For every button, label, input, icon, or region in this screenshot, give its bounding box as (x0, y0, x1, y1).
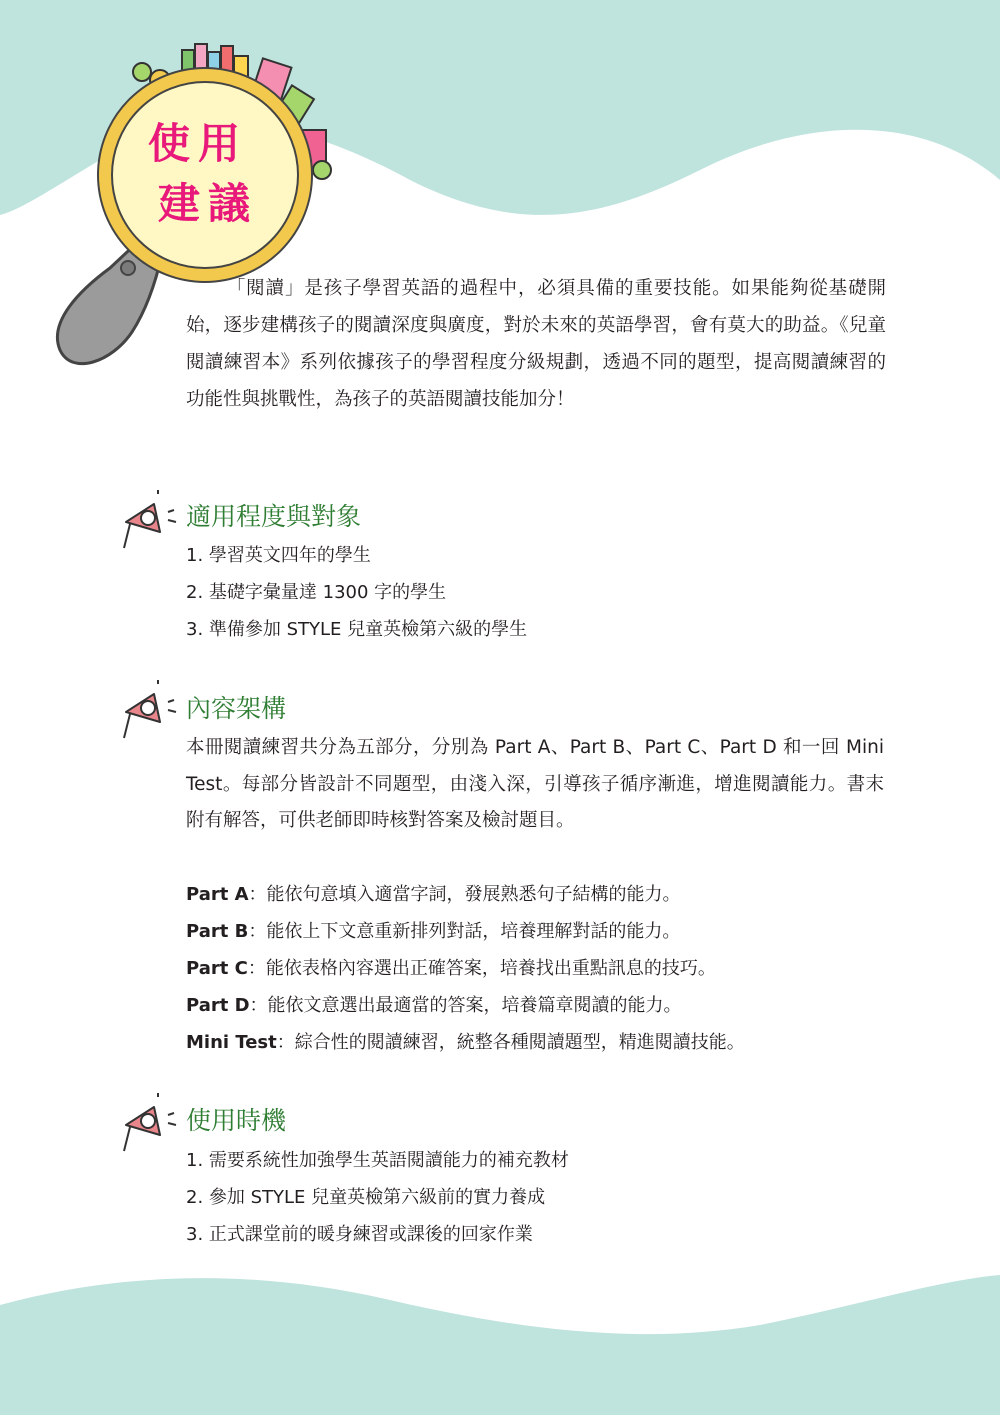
parts-list (186, 876, 745, 1061)
timing-list (186, 1142, 569, 1253)
list-item (186, 876, 745, 913)
list-item (186, 987, 745, 1024)
section-title-structure: 內容架構 (186, 694, 287, 723)
section-title-audience: 適用程度與對象 (186, 502, 362, 531)
list-item (186, 1024, 745, 1061)
list-item: 3. 正式課堂前的暖身練習或課後的回家作業 (186, 1224, 533, 1245)
part-name: Part C (186, 958, 248, 979)
list-item: 2. 參加 STYLE 兒童英檢第六級前的實力養成 (186, 1187, 546, 1208)
megaphone-icon (118, 1085, 188, 1155)
list-item (186, 950, 745, 987)
part-desc: ：能依表格內容選出正確答案，培養找出重點訊息的技巧。 (247, 958, 716, 979)
part-name: Part A (186, 884, 249, 905)
logo-title-line1: 使用 (148, 119, 249, 168)
audience-list (186, 537, 527, 648)
part-name: Part B (186, 921, 249, 942)
logo-title-line2: 建議 (158, 179, 259, 228)
list-item: 2. 基礎字彙量達 1300 字的學生 (186, 582, 447, 603)
part-desc: ：能依句意填入適當字詞，發展熟悉句子結構的能力。 (248, 884, 681, 905)
bottom-wave (0, 1275, 1000, 1415)
part-desc: ：能依文意選出最適當的答案，培養篇章閱讀的能力。 (249, 995, 682, 1016)
part-name: Part D (186, 995, 250, 1016)
part-desc: ：綜合性的閱讀練習，統整各種閱讀題型，精進閱讀技能。 (276, 1032, 745, 1053)
list-item: 3. 準備參加 STYLE 兒童英檢第六級的學生 (186, 619, 528, 640)
megaphone-icon (118, 482, 188, 552)
part-desc: ：能依上下文意重新排列對話，培養理解對話的能力。 (248, 921, 681, 942)
megaphone-icon (118, 672, 188, 742)
structure-paragraph: 本冊閱讀練習共分為五部分，分別為 Part A、Part B、Part C、Part D 和一回 Mini Test。每部分皆設計不同題型，由淺入深，引導孩子循序漸進，增進閱讀能力。書末附有解答，可供老師即時核對答案及檢討題目。 (186, 737, 884, 831)
intro-paragraph: 「閱讀」是孩子學習英語的過程中，必須具備的重要技能。如果能夠從基礎開始，逐步建構孩子的閱讀深度與廣度，對於未來的英語學習，會有莫大的助益。《兒童閱讀練習本》系列依據孩子的學習程度分級規劃，透過不同的題型，提高閱讀練習的功能性與挑戰性，為孩子的英語閱讀技能加分！ (186, 278, 886, 410)
list-item: 1. 學習英文四年的學生 (186, 545, 371, 566)
list-item: 1. 需要系統性加強學生英語閱讀能力的補充教材 (186, 1150, 569, 1171)
section-title-timing: 使用時機 (186, 1106, 287, 1135)
magnifier-lens (105, 75, 305, 275)
part-name: Mini Test (186, 1032, 277, 1053)
list-item (186, 913, 745, 950)
